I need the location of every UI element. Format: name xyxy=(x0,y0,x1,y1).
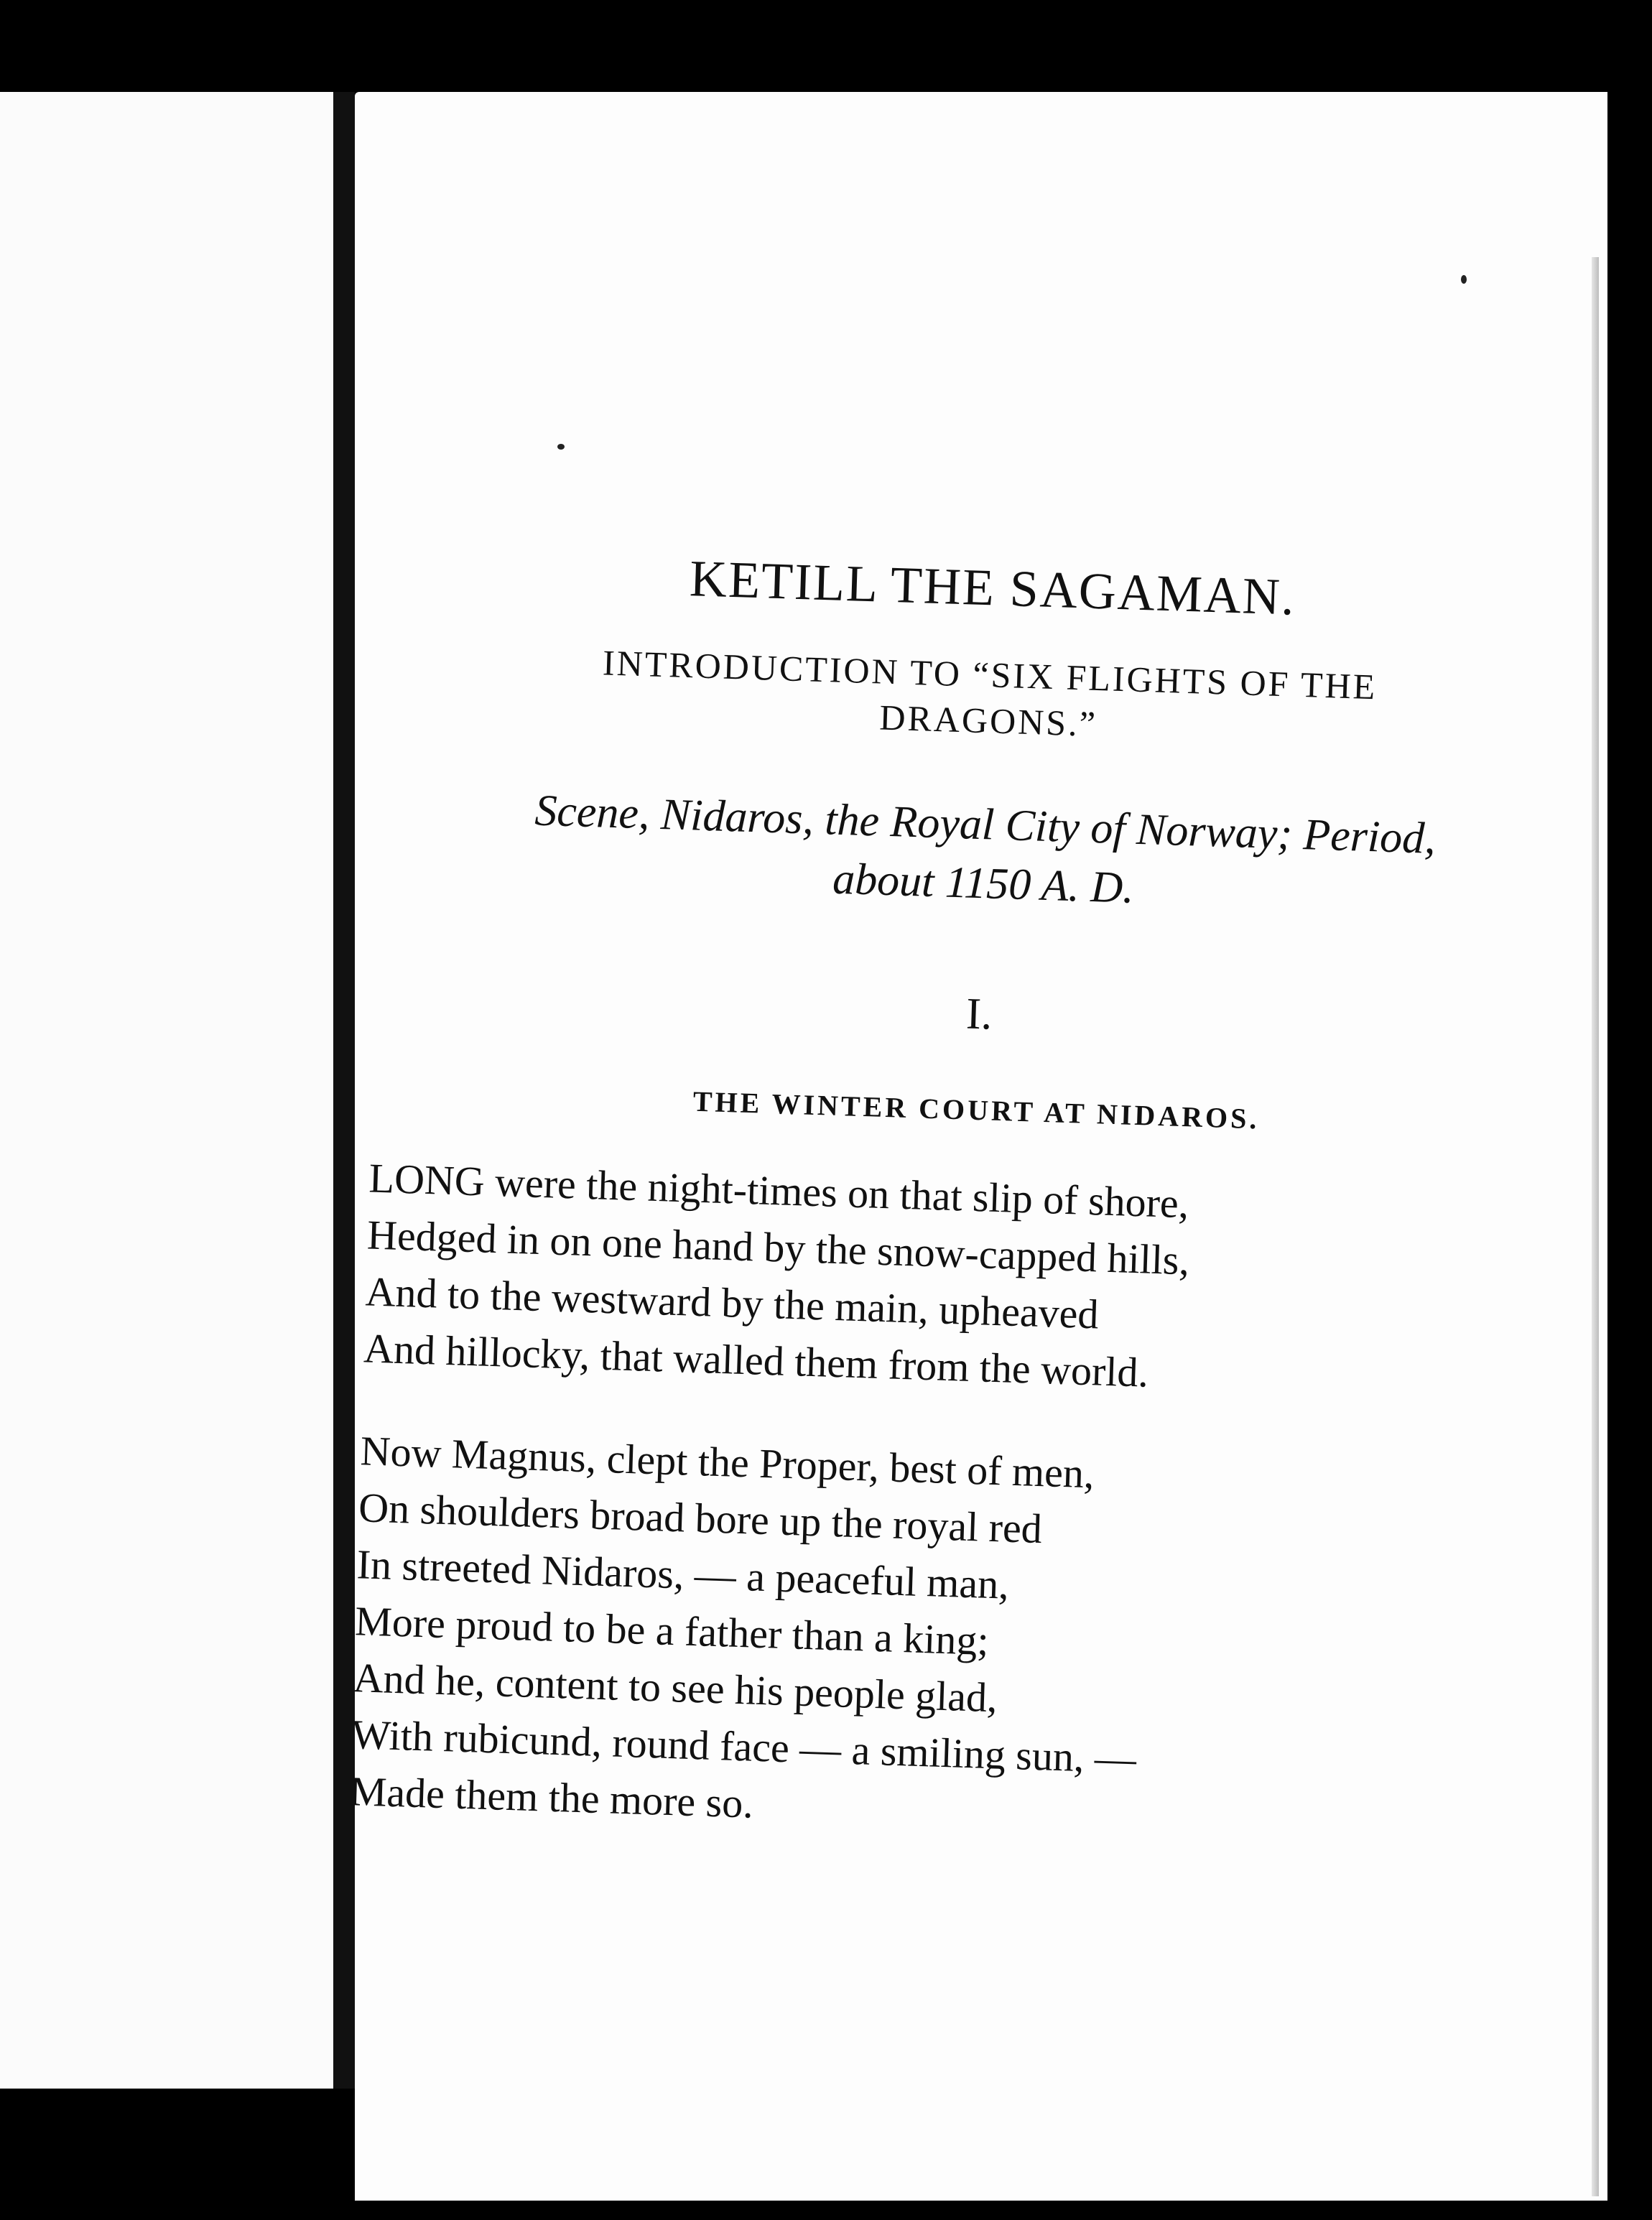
verse-line: More proud to be a father than a king; xyxy=(354,1597,990,1664)
page-subtitle xyxy=(362,632,1617,763)
verse-line: And hillocky, that walled them from the world. xyxy=(363,1324,1149,1396)
stanza-1 xyxy=(363,1150,1622,1416)
stanza-2 xyxy=(349,1422,1614,1859)
verse-line: In streeted Nidaros, — a peaceful man, xyxy=(356,1541,1010,1608)
left-page xyxy=(0,92,333,2089)
scene-line: Scene, Nidaros, the Royal City of Norway; Period, xyxy=(534,786,1437,863)
section-number: I. xyxy=(965,989,993,1039)
verse-line: LONG were the night-times on that slip of shore, xyxy=(368,1154,1190,1227)
scene-description xyxy=(356,776,1612,933)
page-text xyxy=(316,72,1634,2219)
verse-line: Now Magnus, clept the Proper, best of men, xyxy=(359,1427,1095,1497)
verse-line: And to the westward by the main, upheaved xyxy=(364,1268,1100,1338)
page-title: KETILL THE SAGAMAN. xyxy=(688,549,1297,626)
verse-line: Made them the more so. xyxy=(348,1768,754,1827)
verse-line: Hedged in on one hand by the snow-capped hills, xyxy=(366,1211,1190,1284)
verse-line: With rubicund, round face — a smiling sun, — xyxy=(351,1711,1137,1783)
section-heading: THE WINTER COURT AT NIDAROS. xyxy=(692,1085,1261,1135)
scene-line: about 1150 A. D. xyxy=(832,854,1135,913)
subtitle-line: DRAGONS.” xyxy=(878,697,1098,745)
right-page xyxy=(348,92,1607,2201)
subtitle-line: INTRODUCTION TO “SIX FLIGHTS OF THE xyxy=(602,642,1378,707)
verse-line: On shoulders broad bore up the royal red xyxy=(358,1484,1043,1553)
verse-line: And he, content to see his people glad, xyxy=(352,1654,998,1722)
